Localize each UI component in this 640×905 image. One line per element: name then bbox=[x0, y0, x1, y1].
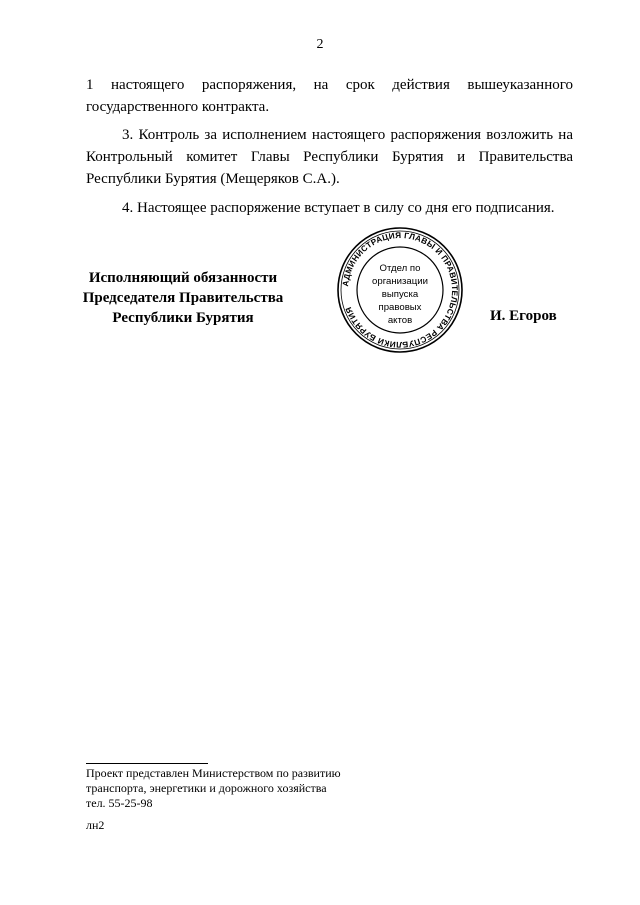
position-line: Исполняющий обязанности bbox=[88, 270, 278, 286]
stamp-ring-text: АДМИНИСТРАЦИЯ ГЛАВЫ И ПРАВИТЕЛЬСТВА РЕСПУБЛИКИ БУРЯТИЯ bbox=[341, 230, 460, 350]
footer-line: Проект представлен Министерством по развитию bbox=[86, 766, 341, 780]
page-number: 2 bbox=[316, 37, 324, 52]
position-line: Председателя Правительства bbox=[82, 290, 284, 306]
paragraph-item-4: 4. Настоящее распоряжение вступает в силу со дня его подписания. bbox=[122, 200, 555, 216]
paragraph-item-3: 3. Контроль за исполнением настоящего распоряжения возложить на Контрольный комитет Главы Республики Бурятия и Правительства Республики Бурятия (Мещеряков С.А.). bbox=[86, 127, 573, 187]
stamp-center-line: организации bbox=[372, 276, 428, 287]
paragraph-continuation: 1 настоящего распоряжения, на срок действия вышеуказанного государственного контракта. bbox=[86, 77, 573, 115]
stamp-center-line: актов bbox=[387, 315, 413, 326]
position-line: Республики Бурятия bbox=[112, 310, 254, 326]
footer-line: тел. 55-25-98 bbox=[86, 796, 153, 810]
footer-divider bbox=[86, 763, 208, 764]
executor-code: лн2 bbox=[86, 818, 105, 832]
official-stamp bbox=[335, 225, 465, 355]
stamp-center-line: правовых bbox=[378, 302, 422, 313]
footer-note bbox=[86, 766, 341, 811]
signatory-position bbox=[78, 268, 288, 328]
signatory-name: И. Егоров bbox=[490, 308, 557, 324]
footer-line: транспорта, энергетики и дорожного хозяйства bbox=[86, 781, 327, 795]
stamp-center-line: выпуска bbox=[381, 289, 419, 300]
stamp-center-line: Отдел по bbox=[379, 263, 421, 274]
